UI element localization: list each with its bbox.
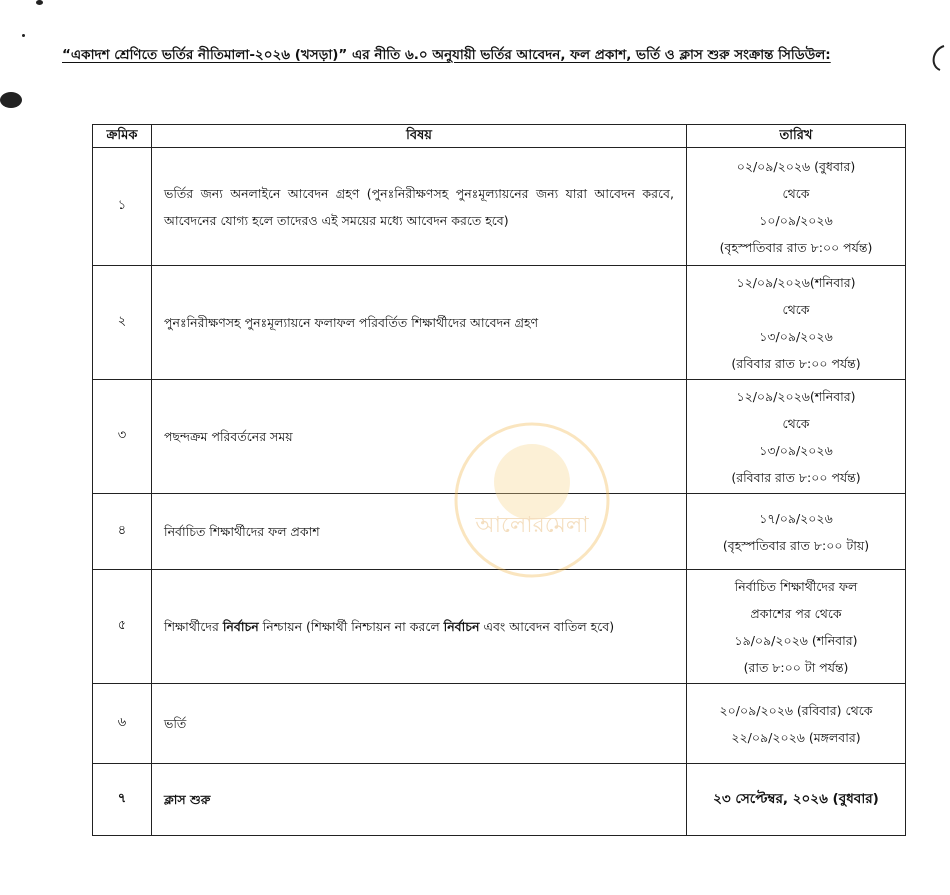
schedule-table	[92, 124, 906, 836]
table-row	[93, 570, 906, 684]
date-line: ০২/০৯/২০২৬ (বুধবার)	[736, 158, 856, 174]
row-subject: পুনঃনিরীক্ষণসহ পুনঃমূল্যায়নে ফলাফল পরিবর্তিত শিক্ষার্থীদের আবেদন গ্রহণ	[152, 266, 687, 380]
row-date	[687, 148, 906, 266]
date-line: ১৯/০৯/২০২৬ (শনিবার)	[734, 632, 858, 648]
row-date	[687, 684, 906, 764]
row-serial: ৫	[93, 570, 152, 684]
date-line: ২০/০৯/২০২৬ (রবিবার) থেকে	[719, 702, 873, 718]
scan-speck	[36, 0, 43, 5]
row-subject: ভর্তি	[152, 684, 687, 764]
date-line: ১২/০৯/২০২৬(শনিবার)	[736, 388, 856, 404]
date-line: ১০/০৯/২০২৬	[759, 212, 833, 228]
subject-text: এবং আবেদন বাতিল হবে)	[479, 619, 615, 634]
scan-blot	[0, 92, 22, 108]
scan-speck	[22, 34, 25, 37]
date-line: প্রকাশের পর থেকে	[750, 605, 842, 621]
subject-emphasis: নির্বাচন	[222, 619, 259, 634]
date-line: নির্বাচিত শিক্ষার্থীদের ফল	[734, 578, 858, 594]
row-subject: পছন্দক্রম পরিবর্তনের সময়	[152, 380, 687, 494]
date-line: ২৩ সেপ্টেম্বর, ২০২৬ (বুধবার)	[713, 791, 879, 807]
date-line: (রবিবার রাত ৮:০০ পর্যন্ত)	[731, 355, 861, 371]
header-subject: বিষয়	[152, 125, 687, 148]
date-line: (বৃহস্পতিবার রাত ৮:০০ টায়)	[722, 537, 870, 553]
subject-text: নিশ্চায়ন (শিক্ষার্থী নিশ্চায়ন না করলে	[258, 619, 444, 634]
table-row	[93, 494, 906, 570]
date-line: ২২/০৯/২০২৬ (মঙ্গলবার)	[731, 729, 861, 745]
date-line: (রাত ৮:০০ টা পর্যন্ত)	[743, 659, 849, 675]
row-date	[687, 380, 906, 494]
row-serial: ৬	[93, 684, 152, 764]
date-line: ১৩/০৯/২০২৬	[759, 328, 833, 344]
table-header-row	[93, 125, 906, 148]
row-serial: ৭	[93, 764, 152, 836]
header-serial: ক্রমিক	[93, 125, 152, 148]
date-line: থেকে	[782, 415, 810, 431]
table-row	[93, 380, 906, 494]
date-line: থেকে	[782, 301, 810, 317]
table-row	[93, 684, 906, 764]
row-serial: ৪	[93, 494, 152, 570]
row-subject: ক্লাস শুরু	[152, 764, 687, 836]
table-row	[93, 764, 906, 836]
date-line: (বৃহস্পতিবার রাত ৮:০০ পর্যন্ত)	[719, 239, 873, 255]
row-serial: ১	[93, 148, 152, 266]
document-title: “একাদশ শ্রেণিতে ভর্তির নীতিমালা-২০২৬ (খসড়া)” এর নীতি ৬.০ অনুযায়ী ভর্তির আবেদন, ফল প্রকাশ, ভর্তি ও ক্লাস শুরু সংক্রান্ত সিডিউল:	[62, 47, 831, 63]
table-row	[93, 266, 906, 380]
header-date: তারিখ	[687, 125, 906, 148]
date-line: ১৩/০৯/২০২৬	[759, 442, 833, 458]
row-serial: ৩	[93, 380, 152, 494]
date-line: (রবিবার রাত ৮:০০ পর্যন্ত)	[731, 469, 861, 485]
date-line: ১৭/০৯/২০২৬	[759, 510, 833, 526]
row-date	[687, 764, 906, 836]
row-subject: ভর্তির জন্য অনলাইনে আবেদন গ্রহণ (পুনঃনিরীক্ষণসহ পুনঃমূল্যায়নের জন্য যারা আবেদন করবে, আবেদনের যোগ্য হলে তাদেরও এই সময়ের মধ্যে আবেদন করতে হবে)	[152, 148, 687, 266]
date-line: থেকে	[782, 185, 810, 201]
row-subject: নির্বাচিত শিক্ষার্থীদের ফল প্রকাশ	[152, 494, 687, 570]
date-line: ১২/০৯/২০২৬(শনিবার)	[736, 274, 856, 290]
row-date	[687, 570, 906, 684]
watermark-text: আলোরমেলা	[475, 513, 589, 538]
subject-emphasis: নির্বাচন	[443, 619, 480, 634]
scan-mark-right	[926, 40, 950, 80]
row-serial: ২	[93, 266, 152, 380]
row-date	[687, 494, 906, 570]
subject-text: শিক্ষার্থীদের	[164, 619, 223, 634]
table-row	[93, 148, 906, 266]
row-subject	[152, 570, 687, 684]
row-date	[687, 266, 906, 380]
